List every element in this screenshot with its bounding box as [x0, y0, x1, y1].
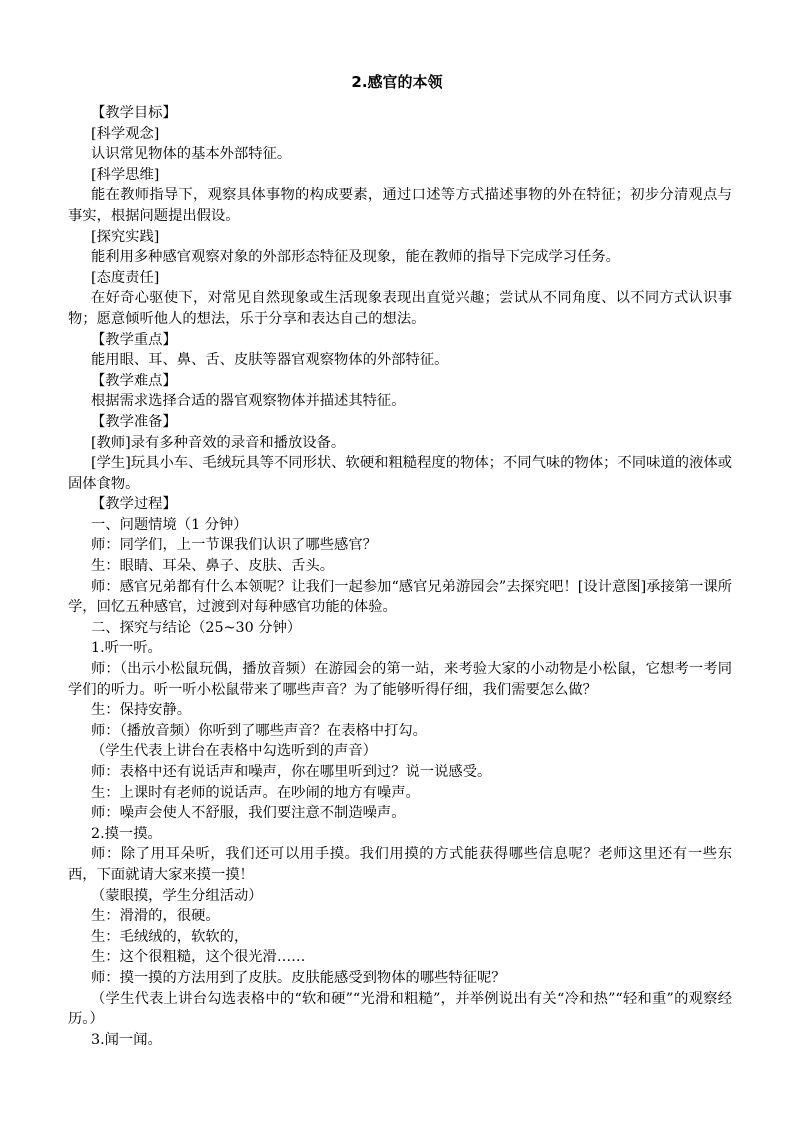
paragraph: 生：保持安静。 — [91, 702, 192, 719]
paragraph: 师：感官兄弟都有什么本领呢？让我们一起参加“感官兄弟游园会”去探究吧！[设计意图]承接第一课所学，回忆五种感官，过渡到对每种感官功能的体验。 — [68, 578, 732, 616]
paragraph: 生：这个很粗糙，这个很光滑…… — [91, 949, 306, 966]
paragraph: （学生代表上讲台在表格中勾选听到的声音） — [91, 743, 377, 760]
section-heading-difficulties: 【教学难点】 — [91, 372, 177, 389]
paragraph: 生：滑滑的，很硬。 — [91, 908, 220, 925]
paragraph: 认识常见物体的基本外部特征。 — [91, 146, 292, 163]
subheading-science-thinking: [科学思维] — [91, 166, 160, 183]
subheading-inquiry-practice: [探究实践] — [91, 228, 160, 245]
page-title: 2.感官的本领 — [351, 73, 443, 91]
paragraph: 师：表格中还有说话声和噪声，你在哪里听到过？说一说感受。 — [91, 764, 492, 780]
section-heading-key-points: 【教学重点】 — [91, 331, 177, 348]
subheading-science-concept: [科学观念] — [91, 125, 160, 142]
paragraph: 师：摸一摸的方法用到了皮肤。皮肤能感受到物体的哪些特征呢？ — [91, 969, 506, 986]
paragraph: 2.摸一摸。 — [91, 825, 162, 842]
paragraph: 能在教师指导下，观察具体事物的构成要素，通过口述等方式描述事物的外在特征；初步分清观点与事实，根据问题提出假设。 — [68, 187, 732, 224]
paragraph: 生：毛绒绒的，软软的， — [91, 928, 249, 945]
paragraph: 一、问题情境（1 分钟） — [91, 516, 248, 533]
paragraph: 能利用多种感官观察对象的外部形态特征及现象，能在教师的指导下完成学习任务。 — [91, 249, 620, 266]
paragraph: 1.听一听。 — [91, 640, 162, 657]
paragraph: （蒙眼摸，学生分组活动） — [91, 887, 263, 904]
section-heading-process: 【教学过程】 — [91, 496, 177, 513]
subheading-attitude: [态度责任] — [91, 269, 160, 286]
paragraph: 3.闻一闻。 — [91, 1031, 162, 1048]
section-heading-objectives: 【教学目标】 — [91, 105, 177, 121]
paragraph: 师：同学们，上一节课我们认识了哪些感官？ — [91, 537, 377, 554]
document-body — [68, 103, 732, 1050]
paragraph: 二、探究与结论（25~30 分钟） — [91, 619, 302, 636]
paragraph: 师：（出示小松鼠玩偶，播放音频）在游园会的第一站，来考验大家的小动物是小松鼠，它想考一考同学们的听力。听一听小松鼠带来了哪些声音？为了能够听得仔细，我们需要怎么做？ — [68, 661, 732, 698]
paragraph: 师：除了用耳朵听，我们还可以用手摸。我们用摸的方式能获得哪些信息呢？老师这里还有一些东西，下面就请大家来摸一摸！ — [68, 846, 732, 883]
paragraph: 师：噪声会使人不舒服，我们要注意不制造噪声。 — [91, 805, 406, 822]
paragraph: [教师]录有多种音效的录音和播放设备。 — [91, 434, 346, 451]
paragraph: [学生]玩具小车、毛绒玩具等不同形状、软硬和粗糙程度的物体；不同气味的物体；不同味道的液体或固体食物。 — [68, 455, 732, 492]
paragraph: 师：（播放音频）你听到了哪些声音？在表格中打勾。 — [91, 722, 427, 739]
paragraph: 根据需求选择合适的器官观察物体并描述其特征。 — [91, 393, 406, 410]
paragraph: 生：眼睛、耳朵、鼻子、皮肤、舌头。 — [91, 558, 335, 575]
paragraph: 能用眼、耳、鼻、舌、皮肤等器官观察物体的外部特征。 — [91, 352, 449, 369]
paragraph: 在好奇心驱使下，对常见自然现象或生活现象表现出直觉兴趣；尝试从不同角度、以不同方式认识事物；愿意倾听他人的想法，乐于分享和表达自己的想法。 — [68, 290, 732, 327]
section-heading-preparation: 【教学准备】 — [91, 413, 177, 430]
paragraph: 生：上课时有老师的说话声。在吵闹的地方有噪声。 — [91, 784, 420, 801]
paragraph: （学生代表上讲台勾选表格中的“软和硬”“光滑和粗糙”，并举例说出有关“冷和热”“轻和重”的观察经历。） — [68, 990, 732, 1028]
